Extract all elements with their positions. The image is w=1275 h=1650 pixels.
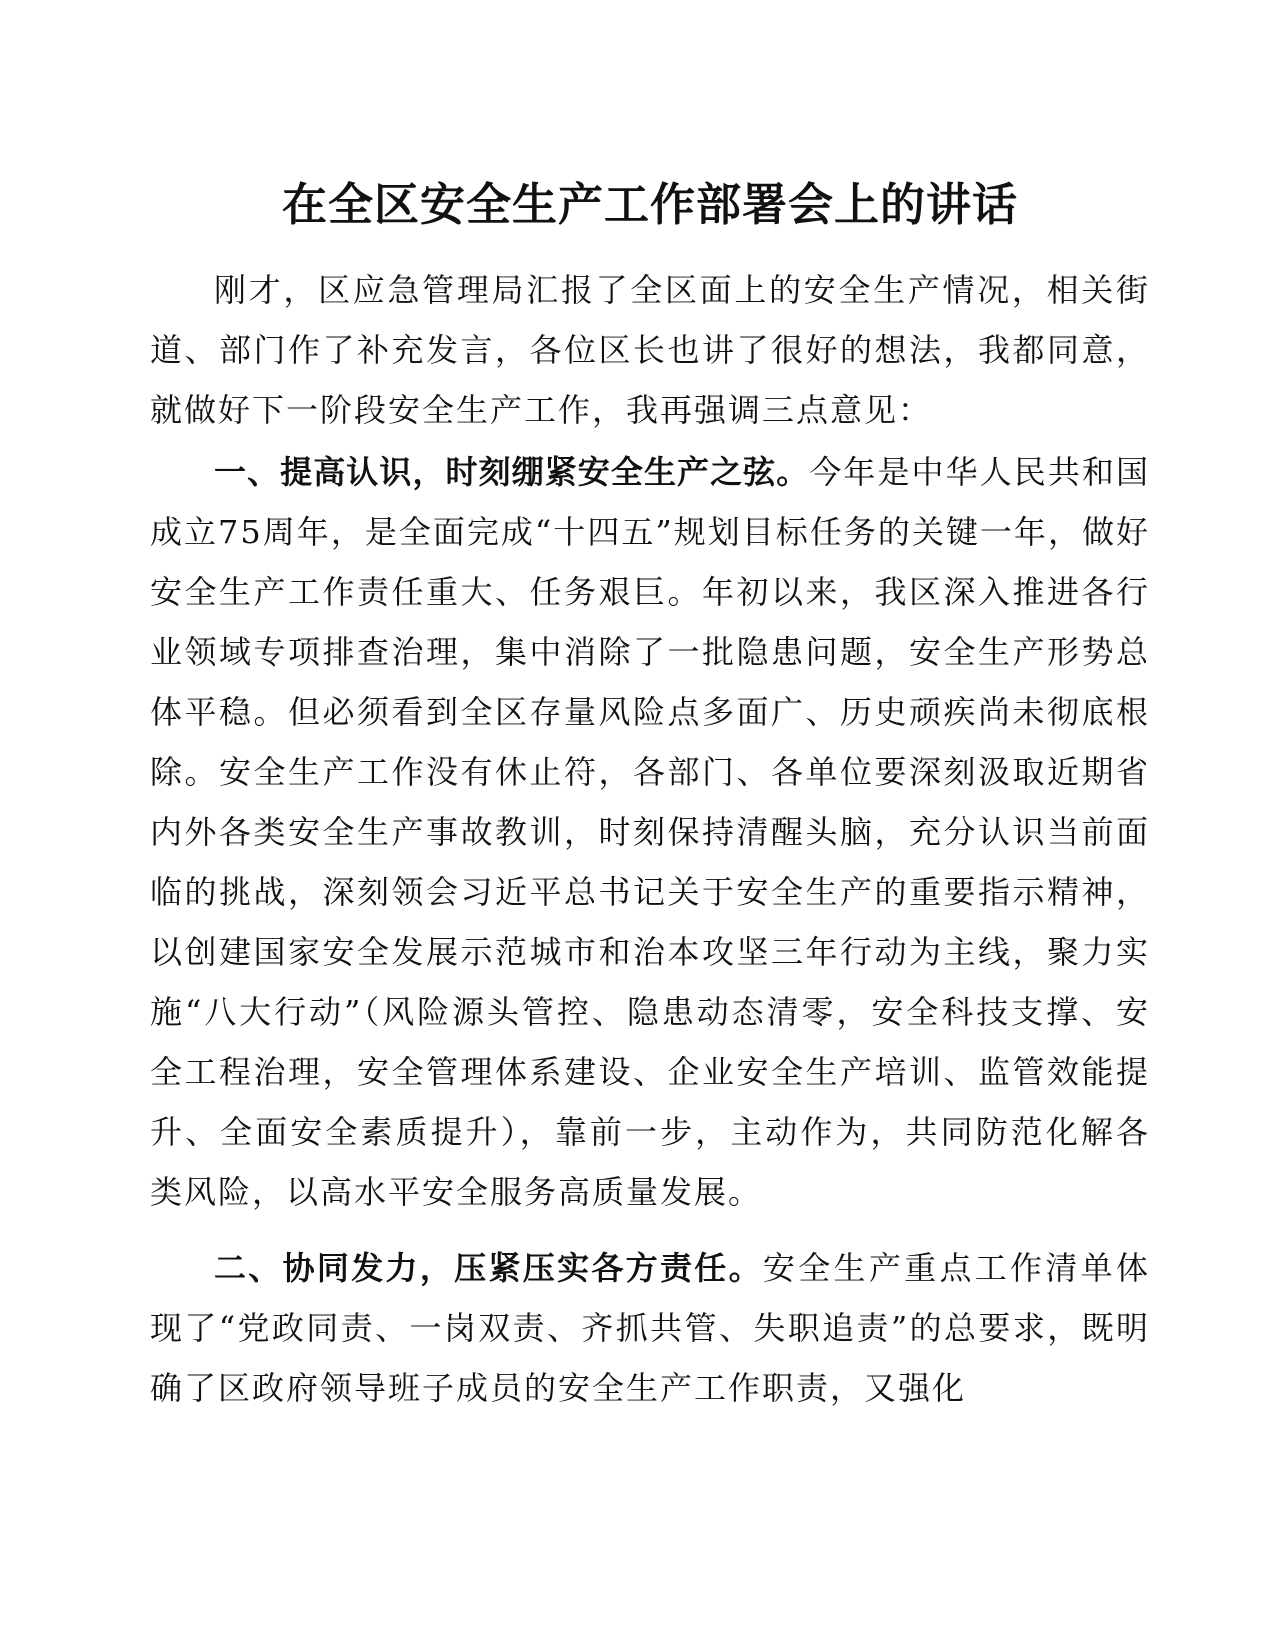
section-2-heading: 二、协同发力，压紧压实各方责任。 <box>214 1249 763 1287</box>
section-2-body: 安全生产重点工作清单体现了“党政同责、一岗双责、齐抓共管、失职追责”的总要求，既明确了区政府领导班子成员的安全生产工作职责，又强化 <box>150 1249 1150 1407</box>
section-1-paragraph <box>150 442 1150 1222</box>
document-title: 在全区安全生产工作部署会上的讲话 <box>281 178 1018 231</box>
section-1-body: 今年是中华人民共和国成立75周年，是全面完成“十四五”规划目标任务的关键一年，做好安全生产工作责任重大、任务艰巨。年初以来，我区深入推进各行业领域专项排查治理，集中消除了一批隐患问题，安全生产形势总体平稳。但必须看到全区存量风险点多面广、历史顽疾尚未彻底根除。安全生产工作没有休止符，各部门、各单位要深刻汲取近期省内外各类安全生产事故教训，时刻保持清醒头脑，充分认识当前面临的挑战，深刻领会习近平总书记关于安全生产的重要指示精神，以创建国家安全发展示范城市和治本攻坚三年行动为主线，聚力实施“八大行动”（风险源头管控、隐患动态清零，安全科技支撑、安全工程治理，安全管理体系建设、企业安全生产培训、监管效能提升、全面安全素质提升），靠前一步，主动作为，共同防范化解各类风险，以高水平安全服务高质量发展。 <box>150 453 1150 1211</box>
intro-paragraph: 刚才，区应急管理局汇报了全区面上的安全生产情况，相关街道、部门作了补充发言，各位区长也讲了很好的想法，我都同意，就做好下一阶段安全生产工作，我再强调三点意见： <box>150 271 1150 429</box>
document-page <box>150 170 1150 1418</box>
section-1-heading: 一、提高认识，时刻绷紧安全生产之弦。 <box>214 453 810 491</box>
section-2-paragraph <box>150 1238 1150 1418</box>
